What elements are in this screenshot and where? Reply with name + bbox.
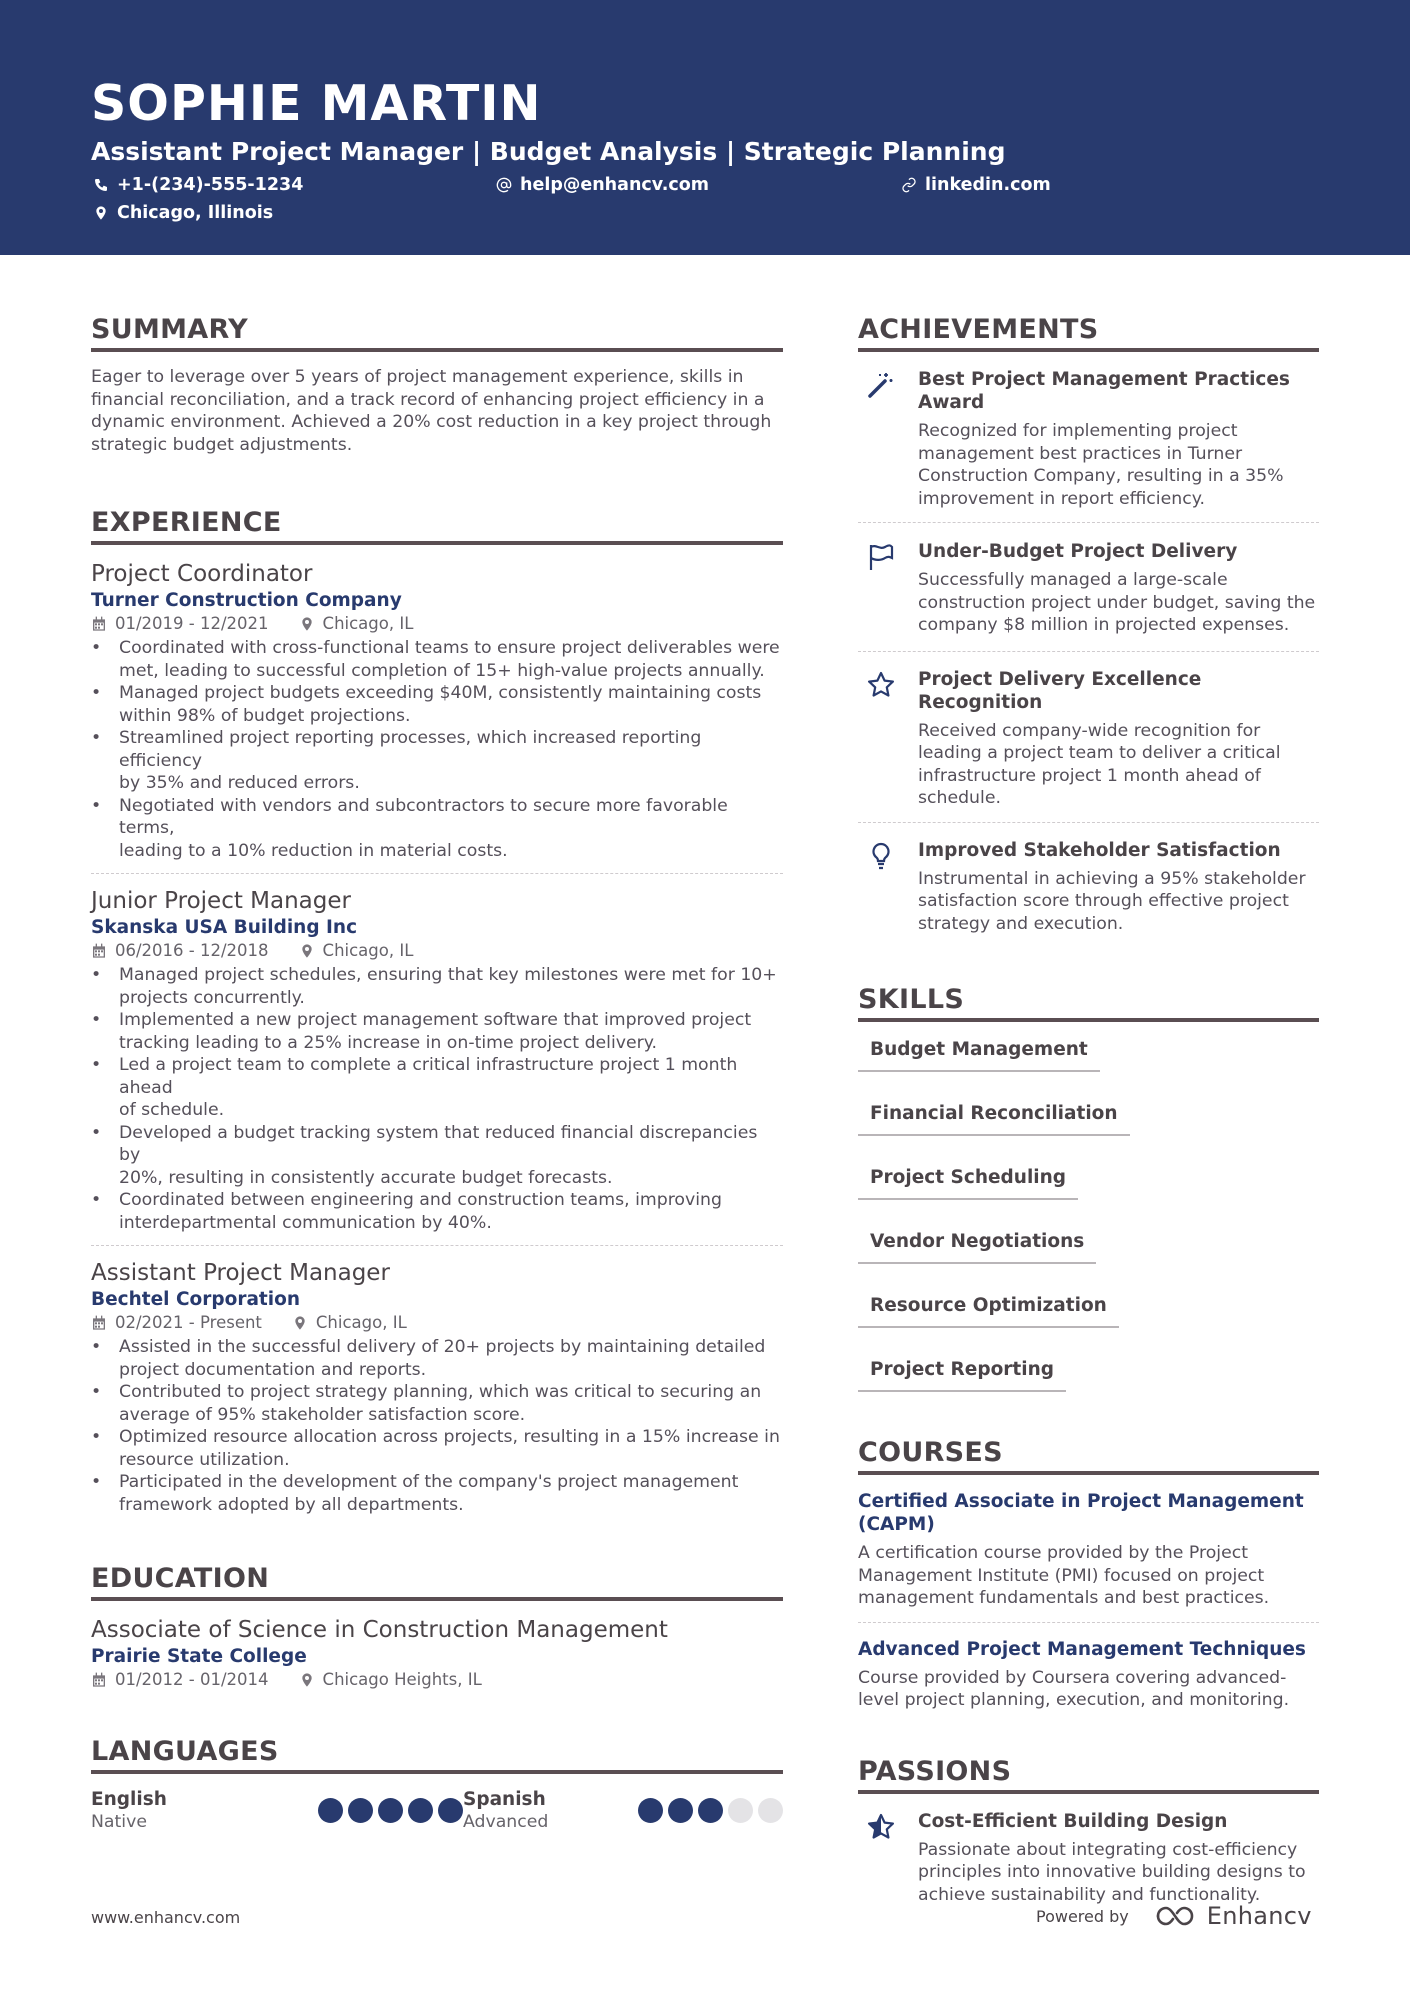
skill-tag: Financial Reconciliation bbox=[858, 1101, 1130, 1136]
bullet-item: • Participated in the development of the company's project management framework adopted by all departments. bbox=[91, 1471, 783, 1516]
language-name: English bbox=[91, 1789, 167, 1810]
company-name[interactable]: Bechtel Corporation bbox=[91, 1289, 300, 1310]
headline: Assistant Project Manager | Budget Analysis | Strategic Planning bbox=[91, 137, 1006, 166]
experience-entry bbox=[91, 886, 783, 1234]
rating-dot-filled bbox=[638, 1798, 663, 1823]
summary-text bbox=[91, 366, 783, 456]
entry-divider bbox=[91, 873, 783, 874]
star-half-icon bbox=[866, 1812, 896, 1842]
rating-dot-empty bbox=[758, 1798, 783, 1823]
job-location-text: Chicago, IL bbox=[322, 941, 414, 960]
job-location-text: Chicago, IL bbox=[322, 614, 414, 633]
linkedin-contact[interactable] bbox=[901, 174, 1051, 196]
course-desc: A certification course provided by the Project Management Institute (PMI) focused on project management fundamentals and best practices. bbox=[858, 1543, 1270, 1608]
calendar-icon bbox=[91, 943, 107, 959]
language-rating bbox=[313, 1798, 463, 1823]
achievement-title: Project Delivery Excellence Recognition bbox=[918, 668, 1202, 713]
skill-tag: Project Scheduling bbox=[858, 1165, 1078, 1200]
passion-item bbox=[858, 1810, 1319, 1907]
candidate-name: SOPHIE MARTIN bbox=[91, 75, 542, 132]
email-contact[interactable] bbox=[496, 174, 709, 196]
bullet-item: • Streamlined project reporting processes, which increased reporting efficiency by 35% and reduced errors. bbox=[91, 727, 783, 795]
education-dates: 01/2012 - 01/2014 bbox=[115, 1670, 269, 1689]
achievement-item bbox=[858, 668, 1319, 810]
achievement-title: Under-Budget Project Delivery bbox=[918, 541, 1238, 562]
flag-icon bbox=[866, 542, 896, 572]
degree-title: Associate of Science in Construction Management bbox=[91, 1617, 668, 1643]
job-meta bbox=[91, 940, 783, 962]
magic-wand-icon bbox=[866, 370, 896, 400]
bullet-item: • Optimized resource allocation across projects, resulting in a 15% increase in resource utilization. bbox=[91, 1426, 783, 1471]
rating-dot-filled bbox=[408, 1798, 433, 1823]
entry-divider bbox=[858, 1622, 1319, 1623]
location-pin-icon bbox=[299, 616, 315, 632]
job-title: Project Coordinator bbox=[91, 561, 313, 587]
language-item bbox=[463, 1788, 783, 1833]
bullet-item: • Coordinated between engineering and construction teams, improving interdepartmental communication by 40%. bbox=[91, 1189, 783, 1234]
powered-by-text: Powered by bbox=[1036, 1906, 1129, 1926]
experience-heading: EXPERIENCE bbox=[91, 506, 783, 545]
summary-heading: SUMMARY bbox=[91, 313, 783, 352]
course-item bbox=[858, 1638, 1319, 1712]
email-text: help@enhancv.com bbox=[520, 175, 710, 195]
job-dates: 02/2021 - Present bbox=[115, 1313, 262, 1332]
enhancv-logo-icon bbox=[1155, 1903, 1201, 1929]
language-rating bbox=[633, 1798, 783, 1823]
job-title: Junior Project Manager bbox=[91, 888, 351, 914]
entry-divider bbox=[858, 651, 1319, 652]
bullet-item: • Implemented a new project management software that improved project tracking leading to a 25% increase in on-time project delivery. bbox=[91, 1009, 783, 1054]
summary-line: strategic budget adjustments. bbox=[91, 434, 353, 455]
at-icon bbox=[496, 177, 512, 193]
achievement-desc: Successfully managed a large-scale construction project under budget, saving the company $8 million in projected expenses. bbox=[918, 570, 1316, 635]
calendar-icon bbox=[91, 1672, 107, 1688]
summary-line: financial reconciliation, and a track record of enhancing project efficiency in a bbox=[91, 389, 765, 410]
achievement-title: Best Project Management Practices Award bbox=[918, 369, 1290, 413]
achievement-desc: Received company-wide recognition for leading a project team to deliver a critical infrastructure project 1 month ahead of schedule. bbox=[918, 720, 1281, 808]
job-location-text: Chicago, IL bbox=[315, 1313, 407, 1332]
skills-heading: SKILLS bbox=[858, 983, 1319, 1022]
footer-website[interactable]: www.enhancv.com bbox=[91, 1908, 241, 1927]
education-entry bbox=[91, 1615, 783, 1691]
education-meta bbox=[91, 1669, 783, 1691]
course-title[interactable]: Certified Associate in Project Management (CAPM) bbox=[858, 1491, 1304, 1535]
passions-heading: PASSIONS bbox=[858, 1755, 1319, 1794]
languages-heading: LANGUAGES bbox=[91, 1735, 783, 1774]
skills-list bbox=[858, 1037, 1319, 1421]
achievement-item bbox=[858, 839, 1319, 936]
calendar-icon bbox=[91, 1315, 107, 1331]
job-bullets bbox=[91, 964, 783, 1234]
rating-dot-filled bbox=[318, 1798, 343, 1823]
course-desc: Course provided by Coursera covering advanced- level project planning, execution, and monitoring. bbox=[858, 1667, 1290, 1710]
achievement-item bbox=[858, 540, 1319, 637]
achievement-item bbox=[858, 368, 1319, 510]
job-location bbox=[299, 940, 414, 962]
calendar-icon bbox=[91, 616, 107, 632]
bullet-item: • Contributed to project strategy planning, which was critical to securing an average of 95% stakeholder satisfaction score. bbox=[91, 1381, 783, 1426]
rating-dot-filled bbox=[438, 1798, 463, 1823]
rating-dot-filled bbox=[348, 1798, 373, 1823]
rating-dot-empty bbox=[728, 1798, 753, 1823]
summary-line: dynamic environment. Achieved a 20% cost reduction in a key project through bbox=[91, 412, 772, 432]
rating-dot-filled bbox=[378, 1798, 403, 1823]
entry-divider bbox=[858, 822, 1319, 823]
skill-tag: Budget Management bbox=[858, 1037, 1100, 1072]
location-pin-icon bbox=[93, 205, 109, 221]
entry-divider bbox=[91, 1245, 783, 1246]
job-title: Assistant Project Manager bbox=[91, 1260, 390, 1286]
language-item bbox=[91, 1788, 463, 1833]
skill-tag: Vendor Negotiations bbox=[858, 1229, 1096, 1264]
rating-dot-filled bbox=[668, 1798, 693, 1823]
education-location-text: Chicago Heights, IL bbox=[322, 1670, 482, 1689]
phone-text: +1-(234)-555-1234 bbox=[117, 175, 304, 195]
achievements-heading: ACHIEVEMENTS bbox=[858, 313, 1319, 352]
job-dates: 06/2016 - 12/2018 bbox=[115, 941, 269, 960]
phone-contact[interactable] bbox=[93, 174, 303, 196]
job-bullets bbox=[91, 1336, 783, 1516]
bullet-item: • Negotiated with vendors and subcontractors to secure more favorable terms, leading to a 10% reduction in material costs. bbox=[91, 795, 783, 863]
summary-line: Eager to leverage over 5 years of project management experience, skills in bbox=[91, 367, 744, 387]
bullet-item: • Coordinated with cross-functional teams to ensure project deliverables were met, leading to successful completion of 15+ high-value projects annually. bbox=[91, 637, 783, 682]
education-heading: EDUCATION bbox=[91, 1562, 783, 1601]
achievement-desc: Recognized for implementing project management best practices in Turner Construction Company, resulting in a 35% improvement in report efficiency. bbox=[918, 421, 1284, 509]
linkedin-text: linkedin.com bbox=[925, 175, 1051, 195]
job-meta bbox=[91, 613, 783, 635]
right-column bbox=[858, 313, 1319, 1906]
bullet-item: • Developed a budget tracking system that reduced financial discrepancies by 20%, resulting in consistently accurate budget forecasts. bbox=[91, 1122, 783, 1190]
location-pin-icon bbox=[299, 1672, 315, 1688]
rating-dot-filled bbox=[698, 1798, 723, 1823]
language-level: Advanced bbox=[463, 1812, 549, 1832]
location-pin-icon bbox=[292, 1315, 308, 1331]
location-text: Chicago, Illinois bbox=[117, 203, 274, 223]
passion-title: Cost-Efficient Building Design bbox=[918, 1810, 1228, 1832]
courses-heading: COURSES bbox=[858, 1436, 1319, 1475]
company-name[interactable]: Skanska USA Building Inc bbox=[91, 917, 358, 938]
bullet-item: • Assisted in the successful delivery of 20+ projects by maintaining detailed project documentation and reports. bbox=[91, 1336, 783, 1381]
experience-entry bbox=[91, 559, 783, 862]
resume-header bbox=[0, 0, 1410, 255]
education-location bbox=[299, 1669, 482, 1691]
language-name: Spanish bbox=[463, 1789, 546, 1810]
skill-tag: Resource Optimization bbox=[858, 1293, 1119, 1328]
footer-branding[interactable] bbox=[1036, 1902, 1312, 1930]
entry-divider bbox=[858, 522, 1319, 523]
skill-tag: Project Reporting bbox=[858, 1357, 1066, 1392]
star-icon bbox=[866, 670, 896, 700]
lightbulb-icon bbox=[866, 841, 896, 871]
link-icon bbox=[901, 177, 917, 193]
course-title[interactable]: Advanced Project Management Techniques bbox=[858, 1638, 1306, 1660]
language-level: Native bbox=[91, 1812, 147, 1832]
bullet-item: • Managed project budgets exceeding $40M, consistently maintaining costs within 98% of budget projections. bbox=[91, 682, 783, 727]
location-pin-icon bbox=[299, 943, 315, 959]
job-location bbox=[292, 1312, 407, 1334]
school-name[interactable]: Prairie State College bbox=[91, 1646, 307, 1667]
job-bullets bbox=[91, 637, 783, 862]
languages-list bbox=[91, 1788, 783, 1833]
passion-desc: Passionate about integrating cost-efficiency principles into innovative building designs to achieve sustainability and functionality. bbox=[918, 1839, 1306, 1905]
experience-entry bbox=[91, 1258, 783, 1516]
job-location bbox=[299, 613, 414, 635]
left-column bbox=[91, 313, 783, 1833]
bullet-item: • Led a project team to complete a critical infrastructure project 1 month ahead of schedule. bbox=[91, 1054, 783, 1122]
course-item bbox=[858, 1490, 1319, 1610]
job-meta bbox=[91, 1312, 783, 1334]
achievement-title: Improved Stakeholder Satisfaction bbox=[918, 839, 1281, 861]
company-name[interactable]: Turner Construction Company bbox=[91, 590, 402, 611]
achievement-desc: Instrumental in achieving a 95% stakeholder satisfaction score through effective project strategy and execution. bbox=[918, 868, 1306, 934]
phone-icon bbox=[93, 177, 109, 193]
location-contact bbox=[93, 202, 273, 224]
brand-name: Enhancv bbox=[1206, 1902, 1312, 1930]
bullet-item: • Managed project schedules, ensuring that key milestones were met for 10+ projects concurrently. bbox=[91, 964, 783, 1009]
job-dates: 01/2019 - 12/2021 bbox=[115, 614, 269, 633]
